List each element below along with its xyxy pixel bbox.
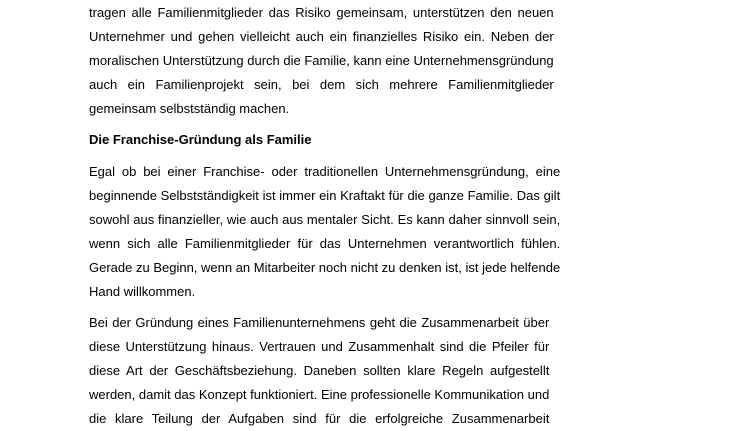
- section-heading: Die Franchise-Gründung als Familie: [89, 132, 312, 147]
- text-line: diese Art der Geschäftsbeziehung. Daneben sollten klare Regeln aufgestellt: [89, 363, 550, 378]
- text-line: gemeinsam selbstständig machen.: [89, 101, 290, 116]
- text-line: Unternehmer und gehen vielleicht auch ein finanzielles Risiko ein. Neben der: [89, 29, 554, 44]
- text-line: sowohl aus finanzieller, wie auch aus mentaler Sicht. Es kann daher sinnvoll sein,: [89, 212, 561, 227]
- text-line: moralischen Unterstützung durch die Familie, kann eine Unternehmensgründung: [89, 53, 554, 68]
- paragraph-family-business: [89, 311, 549, 431]
- text-line: Hand willkommen.: [89, 284, 196, 299]
- text-line: auch ein Familienprojekt sein, bei dem sich mehrere Familienmitglieder: [89, 77, 554, 92]
- text-line: werden, damit das Konzept funktioniert. Eine professionelle Kommunikation und: [89, 387, 550, 402]
- text-line: wenn sich alle Familienmitglieder für das Unternehmen verantwortlich fühlen.: [89, 236, 561, 251]
- paragraph-risk-sharing: [89, 1, 554, 121]
- text-line: die klare Teilung der Aufgaben sind für die erfolgreiche Zusammenarbeit: [89, 411, 550, 426]
- paragraph-family-effort: [89, 160, 560, 304]
- text-line: Egal ob bei einer Franchise- oder traditionellen Unternehmensgründung, eine: [89, 164, 561, 179]
- text-line: Bei der Gründung eines Familienunternehmens geht die Zusammenarbeit über: [89, 315, 550, 330]
- text-line: beginnende Selbstständigkeit ist immer ein Kraftakt für die ganze Familie. Das gilt: [89, 188, 561, 203]
- text-line: diese Unterstützung hinaus. Vertrauen und Zusammenhalt sind die Pfeiler für: [89, 339, 550, 354]
- text-line: Gerade zu Beginn, wenn an Mitarbeiter noch nicht zu denken ist, ist jede helfende: [89, 260, 561, 275]
- text-line: tragen alle Familienmitglieder das Risiko gemeinsam, unterstützen den neuen: [89, 5, 554, 20]
